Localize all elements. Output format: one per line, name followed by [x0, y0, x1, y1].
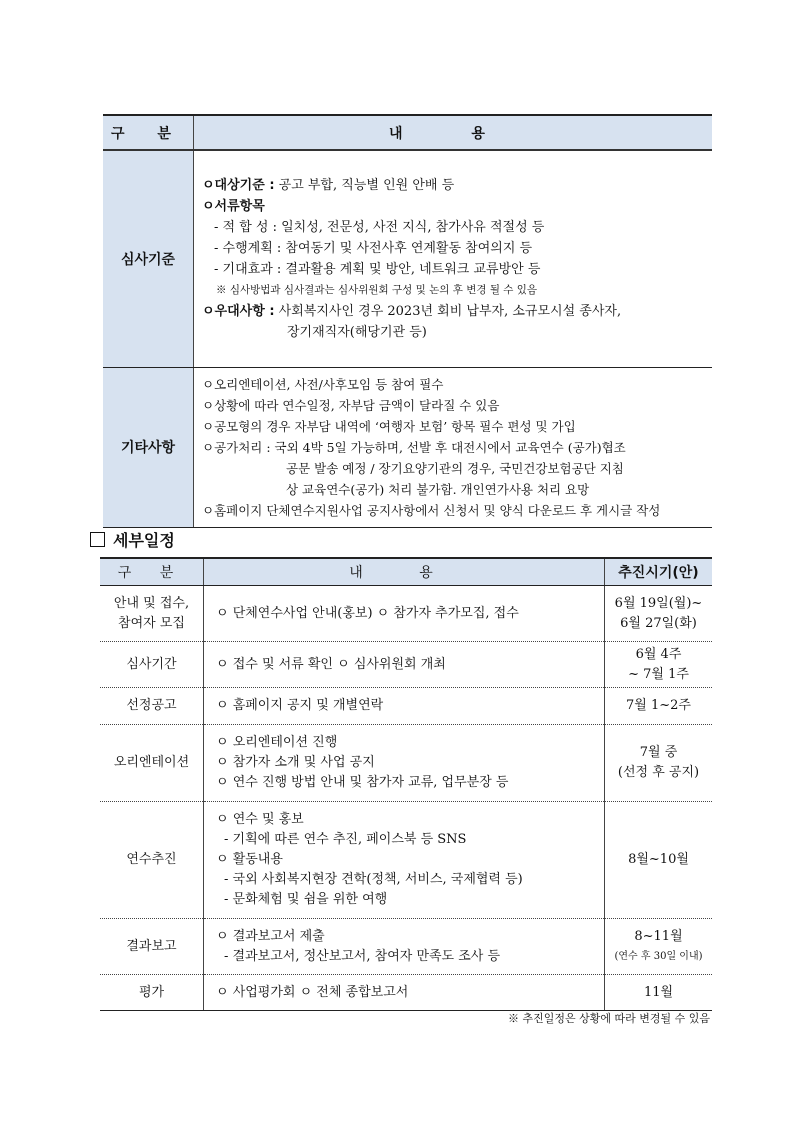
header-content: 내 용: [194, 115, 713, 150]
header-content: 내 용: [204, 558, 605, 586]
checkbox-square-icon: [90, 532, 105, 547]
schedule-row: 안내 및 접수, 참여자 모집 ㅇ 단체연수사업 안내(홍보) ㅇ 참가자 추가모집, 접수 6월 19일(월)~ 6월 27일(화): [100, 586, 712, 642]
criteria-table: [103, 114, 712, 528]
schedule-row: 오리엔테이션 ㅇ 오리엔테이션 진행 ㅇ 참가자 소개 및 사업 공지 ㅇ 연수 진행 방법 안내 및 참가자 교류, 업무분장 등 7월 중 (선정 후 공지): [100, 725, 712, 802]
schedule-row: 선정공고 ㅇ 홈페이지 공지 및 개별연락 7월 1~2주: [100, 688, 712, 725]
etc-row: [103, 367, 712, 527]
header-category: 구 분: [103, 115, 194, 150]
schedule-row: 결과보고 ㅇ 결과보고서 제출 - 결과보고서, 정산보고서, 참여자 만족도 조사 등 8~11월 (연수 후 30일 이내): [100, 919, 712, 975]
header-period: 추진시기(안): [605, 558, 713, 586]
schedule-table-header: [100, 558, 712, 586]
review-label: 심사기준: [103, 150, 194, 367]
etc-label: 기타사항: [103, 367, 194, 527]
schedule-row: 심사기간 ㅇ 접수 및 서류 확인 ㅇ 심사위원회 개최 6월 4주 ~ 7월 1주: [100, 642, 712, 688]
review-row: [103, 150, 712, 367]
schedule-table: [100, 557, 712, 1011]
etc-content: ㅇ오리엔테이션, 사전/사후모임 등 참여 필수 ㅇ상황에 따라 연수일정, 자부담 금액이 달라질 수 있음 ㅇ공모형의 경우 자부담 내역에 ‘여행자 보험’ 항목 필수 편성 및 가입 ㅇ공가처리 : 국외 4박 5일 가능하며, 선발 후 대전시에서 교육연수 (공가)협조 공문 발송 예정 / 장기요양기관의 경우, 국민건강보험공단 지침 상 교육연수(공가) 처리 불가함. 개인연가사용 처리 요망 ㅇ홈페이지 단체연수지원사업 공지사항에서 신청서 및 양식 다운로드 후 게시글 작성: [194, 367, 713, 527]
schedule-row: 연수추진 ㅇ 연수 및 홍보 - 기획에 따른 연수 추진, 페이스북 등 SNS ㅇ 활동내용 - 국외 사회복지현장 견학(정책, 서비스, 국제협력 등) - 문화체험 및 쉼을 위한 여행 8월~10월: [100, 802, 712, 919]
review-content: ㅇ대상기준 : 공고 부합, 직능별 인원 안배 등 ㅇ서류항목 - 적 합 성 : 일치성, 전문성, 사전 지식, 참가사유 적절성 등 - 수행계획 : 참여동기 및 사전사후 연계활동 참여의지 등 - 기대효과 : 결과활용 계획 및 방안, 네트워크 교류방안 등 ※ 심사방법과 심사결과는 심사위원회 구성 및 논의 후 변경 될 수 있음 ㅇ우대사항 : 사회복지사인 경우 2023년 회비 납부자, 소규모시설 종사자, 장기재직자(해당기관 등): [194, 150, 713, 367]
criteria-table-header: [103, 115, 712, 150]
section-heading: 세부일정: [90, 528, 175, 551]
schedule-row: 평가 ㅇ 사업평가회 ㅇ 전체 종합보고서 11월: [100, 975, 712, 1011]
header-category: 구 분: [100, 558, 204, 586]
schedule-footnote: ※ 추진일정은 상황에 따라 변경될 수 있음: [508, 1012, 710, 1025]
